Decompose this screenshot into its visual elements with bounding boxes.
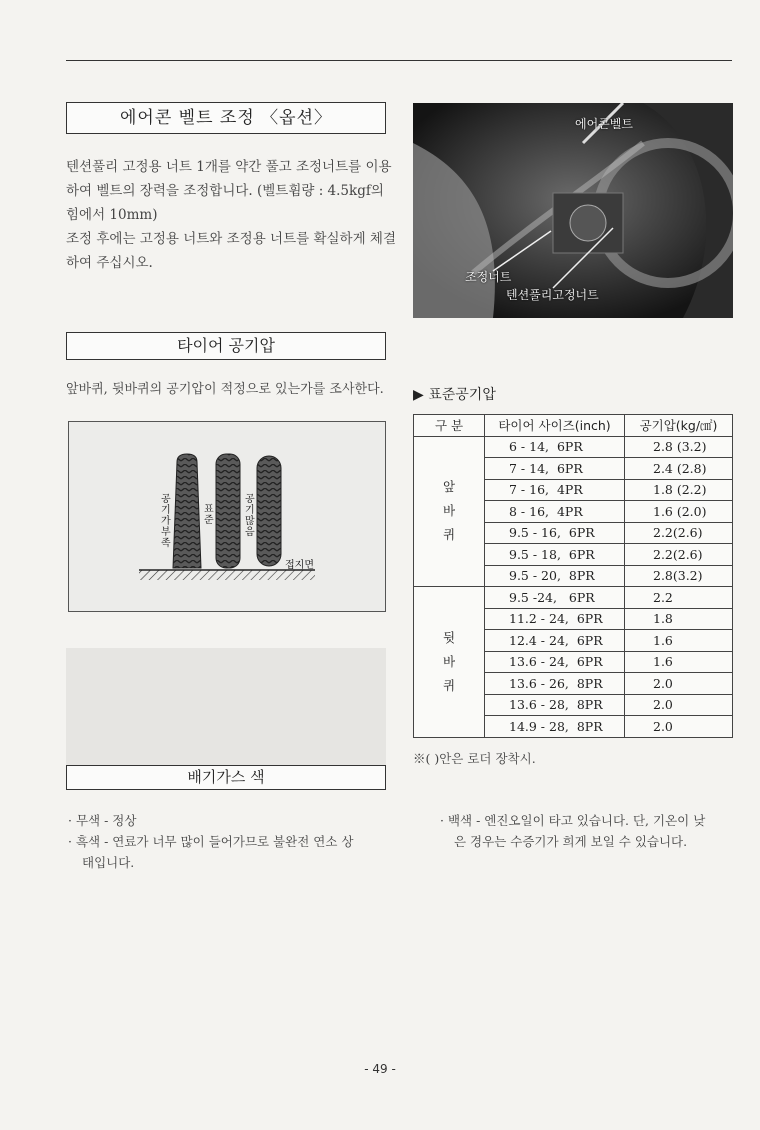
tire-pressure-intro: 앞바퀴, 뒷바퀴의 공기압이 적정으로 있는가를 조사한다. xyxy=(66,382,384,397)
col-tire-size: 타이어 사이즈(inch) xyxy=(485,415,625,437)
low-pressure-label: 공기가 부족 xyxy=(161,494,171,549)
tension-pulley-nut-label: 텐션풀리고정너트 xyxy=(506,288,599,302)
tire-size-cell: 12.4 - 24, 6PR xyxy=(485,630,625,652)
table-row xyxy=(414,587,733,609)
exhaust-bullet-colorless: · 무색 - 정상 xyxy=(68,813,137,828)
rear-wheel-group-label: 뒷 바 퀴 xyxy=(414,587,485,738)
pressure-cell: 1.6 xyxy=(625,651,733,673)
pressure-cell: 2.2(2.6) xyxy=(625,544,733,566)
tire-pressure-title: 타이어 공기압 xyxy=(177,336,275,355)
page-number: - 49 - xyxy=(364,1062,396,1076)
aircon-belt-photo xyxy=(413,103,733,318)
exhaust-white-bullet xyxy=(440,810,740,852)
pressure-cell: 1.8 (2.2) xyxy=(625,479,733,501)
tire-size-cell: 9.5 -24, 6PR xyxy=(485,587,625,609)
exhaust-photo-area xyxy=(66,648,386,766)
tire-size-cell: 13.6 - 24, 6PR xyxy=(485,651,625,673)
normal-pressure-label: 표준 xyxy=(204,504,214,526)
tire-size-cell: 9.5 - 20, 8PR xyxy=(485,565,625,587)
tire-size-cell: 9.5 - 18, 6PR xyxy=(485,544,625,566)
tire-size-cell: 13.6 - 26, 8PR xyxy=(485,673,625,695)
exhaust-color-title: 배기가스 색 xyxy=(187,768,265,786)
tire-size-cell: 9.5 - 16, 6PR xyxy=(485,522,625,544)
aircon-line-1: 텐션풀리 고정용 너트 1개를 약간 풀고 조정너트를 이용 xyxy=(66,159,392,175)
standard-pressure-title: ▶ 표준공기압 xyxy=(413,387,496,403)
pressure-cell: 1.6 (2.0) xyxy=(625,501,733,523)
exhaust-bullet-black: · 흑색 - 연료가 너무 많이 들어가므로 불완전 연소 상 xyxy=(68,834,354,849)
exhaust-bullets xyxy=(68,810,398,873)
tire-size-cell: 6 - 14, 6PR xyxy=(485,436,625,458)
exhaust-bullet-black-cont: 태입니다. xyxy=(82,855,135,870)
tire-pressure-heading xyxy=(66,332,386,360)
table-row xyxy=(414,436,733,458)
aircon-line-2: 하여 벨트의 장력을 조정합니다. (벨트휨량 : 4.5kgf의 xyxy=(66,183,384,199)
pressure-cell: 1.6 xyxy=(625,630,733,652)
tire-size-cell: 8 - 16, 4PR xyxy=(485,501,625,523)
top-rule xyxy=(66,60,732,61)
exhaust-bullet-white: · 백색 - 엔진오일이 타고 있습니다. 단, 기온이 낮 xyxy=(440,813,706,828)
pressure-cell: 2.0 xyxy=(625,673,733,695)
tire-size-cell: 7 - 16, 4PR xyxy=(485,479,625,501)
exhaust-color-heading xyxy=(66,765,386,790)
tire-size-cell: 7 - 14, 6PR xyxy=(485,458,625,480)
high-pressure-label: 공기 많음 xyxy=(245,494,255,538)
aircon-line-3: 힘에서 10mm) xyxy=(66,207,158,223)
aircon-belt-heading xyxy=(66,102,386,134)
rear-wheel-rows xyxy=(414,587,733,738)
pressure-cell: 1.8 xyxy=(625,608,733,630)
col-pressure: 공기압(kg/㎠) xyxy=(625,415,733,437)
tire-pressure-figure xyxy=(68,421,386,612)
front-wheel-group-label: 앞 바 퀴 xyxy=(414,436,485,587)
pressure-cell: 2.4 (2.8) xyxy=(625,458,733,480)
table-header-row xyxy=(414,415,733,437)
aircon-line-4: 조정 후에는 고정용 너트와 조정용 너트를 확실하게 체결 xyxy=(66,231,396,247)
ground-surface-label: 접지면 xyxy=(285,560,314,571)
pressure-cell: 2.2(2.6) xyxy=(625,522,733,544)
adjust-nut-label: 조정너트 xyxy=(465,270,512,284)
tire-size-cell: 13.6 - 28, 8PR xyxy=(485,694,625,716)
aircon-belt-title: 에어콘 벨트 조정 〈옵션〉 xyxy=(119,108,332,128)
tire-comparison-illustration xyxy=(69,422,385,611)
pressure-cell: 2.0 xyxy=(625,694,733,716)
pressure-cell: 2.2 xyxy=(625,587,733,609)
tire-pressure-table xyxy=(413,414,733,738)
front-wheel-rows xyxy=(414,436,733,587)
pressure-cell: 2.0 xyxy=(625,716,733,738)
aircon-belt-instructions xyxy=(66,155,396,275)
pressure-cell: 2.8(3.2) xyxy=(625,565,733,587)
tire-size-cell: 14.9 - 28, 8PR xyxy=(485,716,625,738)
tire-size-cell: 11.2 - 24, 6PR xyxy=(485,608,625,630)
pressure-cell: 2.8 (3.2) xyxy=(625,436,733,458)
aircon-belt-label: 에어콘벨트 xyxy=(575,117,633,131)
exhaust-bullet-white-cont: 은 경우는 수증기가 희게 보일 수 있습니다. xyxy=(454,834,688,849)
aircon-line-5: 하여 주십시오. xyxy=(66,255,153,271)
loader-note: ※( )안은 로더 장착시. xyxy=(413,751,536,766)
col-category: 구 분 xyxy=(414,415,485,437)
